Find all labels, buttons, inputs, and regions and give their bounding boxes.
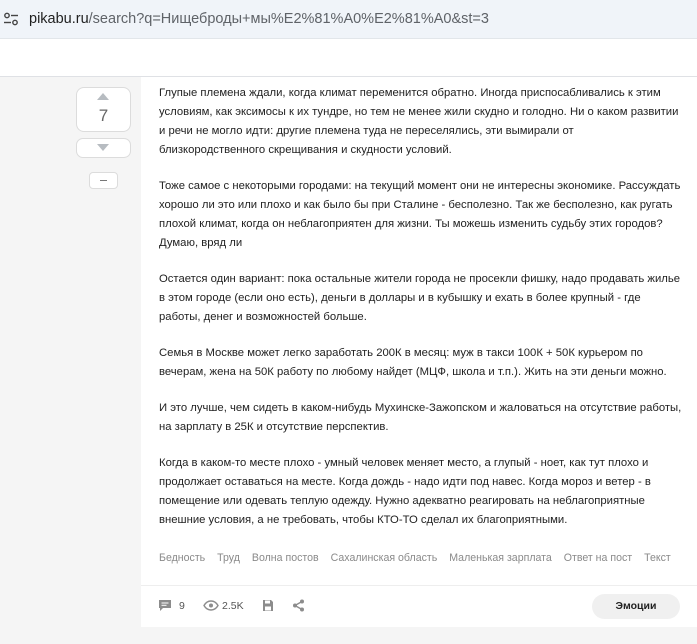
- tag-link[interactable]: Бедность: [159, 552, 206, 564]
- tag-link[interactable]: Волна постов: [251, 552, 319, 564]
- vote-up-box[interactable]: [76, 87, 131, 132]
- tune-icon[interactable]: [3, 11, 19, 27]
- paragraph: Тоже самое с некоторыми городами: на текущий момент они не интересны экономике. Рассуждать хорошо ли это или плохо и как было бы при Сталине - бесполезно. Так же бесполезно, как ругать плохой климат, когда он неблагоприятен для жизни. Ты можешь изменить судьбу этих городов? Думаю, вряд ли: [159, 180, 681, 249]
- share-icon[interactable]: [292, 599, 305, 612]
- url-path: /search?q=Нищеброды+мы%E2%81%A0%E2%81%A0&st=3: [88, 11, 489, 27]
- tag-link[interactable]: Труд: [217, 552, 240, 564]
- tag-list: [159, 552, 680, 564]
- eye-icon: [203, 600, 219, 611]
- post-body: [159, 84, 682, 547]
- arrow-down-icon: [97, 144, 109, 151]
- footer-divider: [141, 585, 697, 586]
- comments-count[interactable]: 9: [179, 600, 185, 612]
- url-host: pikabu.ru: [29, 11, 89, 27]
- minus-icon: [100, 180, 107, 181]
- views-count: 2.5K: [222, 600, 244, 612]
- paragraph: И это лучше, чем сидеть в каком-нибудь Мухинске-Зажопском и жаловаться на отсутствие работы, на зарплату в 25К и отсутствие перспектив.: [159, 402, 682, 433]
- rating-count: 7: [98, 106, 109, 125]
- page-header-area: [0, 39, 697, 77]
- paragraph: Остается один вариант: пока остальные жители города не просекли фишку, надо продавать жилье в этом городе (если оно есть), деньги в доллары и в кубышку и ехать в более крупный - где работы, денег и возможностей больше.: [159, 273, 681, 323]
- paragraph: Когда в каком-то месте плохо - умный человек меняет место, а глупый - ноет, как тут плохо и продолжает оставаться на месте. Когда дождь - надо идти под навес. Когда мороз и ветер - в помещение или одевать теплую одежду. Нужно адекватно реагировать на неблагоприятные внешние условия, а не требовать, чтобы КТО-ТО сделал их благоприятными.: [159, 457, 651, 526]
- comments-icon[interactable]: [158, 599, 172, 612]
- save-icon[interactable]: [262, 599, 274, 612]
- paragraph: Глупые племена ждали, когда климат переменится обратно. Иногда приспосабливались к этим условиям, как эксимосы к их тундре, но тем не менее жили скудно и голодно. Ни о каком развитии и речи не могло идти: другие племена туда не переселялись, эти вымирали от близкородственного скрещивания и скудности условий.: [159, 87, 679, 156]
- vote-down-button[interactable]: [76, 138, 131, 158]
- tag-link[interactable]: Маленькая зарплата: [449, 552, 552, 564]
- arrow-up-icon[interactable]: [97, 93, 109, 100]
- tag-link[interactable]: Сахалинская область: [330, 552, 438, 564]
- emotions-button[interactable]: Эмоции: [592, 594, 680, 619]
- browser-address-bar[interactable]: [0, 0, 697, 39]
- url-text[interactable]: [29, 11, 489, 27]
- collapse-button[interactable]: [89, 172, 118, 189]
- tag-link[interactable]: Ответ на пост: [563, 552, 633, 564]
- paragraph: Семья в Москве может легко заработать 200К в месяц: муж в такси 100К + 50К курьером по вечерам, жена на 50К работу по любому найдет (МЦФ, школа и т.п.). Жить на эти деньги можно.: [159, 347, 667, 378]
- tag-link[interactable]: Текст: [644, 552, 671, 564]
- left-column: [0, 77, 141, 644]
